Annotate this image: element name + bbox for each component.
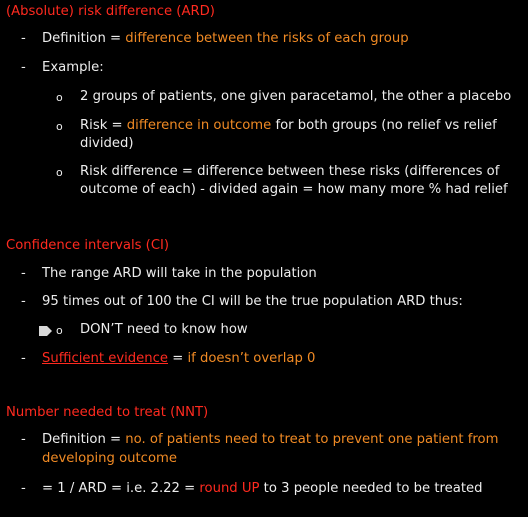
bullet-circle-icon: o bbox=[56, 120, 63, 133]
ard-example-item-3-line-2: outcome of each) - divided again = how many more % had relief bbox=[80, 182, 508, 197]
ci-sufficient-evidence bbox=[42, 351, 315, 366]
ard-definition bbox=[42, 31, 409, 46]
nnt-formula-suffix: to 3 people needed to be treated bbox=[259, 481, 483, 496]
ci-sub-item: DON’T need to know how bbox=[80, 322, 248, 337]
bullet-dash-icon: - bbox=[21, 60, 26, 75]
bullet-circle-icon: o bbox=[56, 324, 63, 337]
ard-definition-value: difference between the risks of each group bbox=[125, 31, 409, 46]
bullet-dash-icon: - bbox=[21, 294, 26, 309]
ard-heading: (Absolute) risk difference (ARD) bbox=[6, 4, 215, 19]
ci-item-1: The range ARD will take in the population bbox=[42, 266, 317, 281]
ci-item-2: 95 times out of 100 the CI will be the true population ARD thus: bbox=[42, 294, 463, 309]
nnt-definition-value-2: developing outcome bbox=[42, 451, 177, 466]
ard-example-label: Example: bbox=[42, 60, 104, 75]
ard-risk-highlight: difference in outcome bbox=[126, 118, 272, 133]
nnt-definition bbox=[42, 432, 498, 447]
nnt-formula bbox=[42, 481, 482, 496]
ard-example-item-2 bbox=[80, 118, 497, 133]
sufficient-evidence-value: if doesn’t overlap 0 bbox=[187, 351, 316, 366]
ard-example-item-2-cont: divided) bbox=[80, 136, 134, 151]
nnt-definition-value-1: no. of patients need to treat to prevent one patient from bbox=[125, 432, 499, 447]
bullet-dash-icon: - bbox=[21, 481, 26, 496]
ard-risk-prefix: Risk = bbox=[80, 118, 127, 133]
ci-heading: Confidence intervals (CI) bbox=[6, 238, 170, 253]
bullet-dash-icon: - bbox=[21, 432, 26, 447]
sufficient-evidence-eq: = bbox=[168, 351, 188, 366]
sufficient-evidence-link: Sufficient evidence bbox=[42, 351, 169, 366]
bullet-dash-icon: - bbox=[21, 31, 26, 46]
nnt-formula-highlight: round UP bbox=[199, 481, 260, 496]
nnt-heading: Number needed to treat (NNT) bbox=[6, 405, 209, 420]
bullet-dash-icon: - bbox=[21, 266, 26, 281]
ard-definition-label: Definition = bbox=[42, 31, 126, 46]
bullet-circle-icon: o bbox=[56, 166, 63, 179]
ard-risk-suffix: for both groups (no relief vs relief bbox=[271, 118, 497, 133]
ard-example-item-1: 2 groups of patients, one given paracetamol, the other a placebo bbox=[80, 89, 512, 104]
ard-example-item-3-line-1: Risk difference = difference between these risks (differences of bbox=[80, 164, 500, 179]
bullet-dash-icon: - bbox=[21, 351, 26, 366]
nnt-formula-prefix: = 1 / ARD = i.e. 2.22 = bbox=[42, 481, 200, 496]
bullet-circle-icon: o bbox=[56, 91, 63, 104]
nnt-definition-label: Definition = bbox=[42, 432, 126, 447]
tag-icon bbox=[39, 326, 53, 336]
